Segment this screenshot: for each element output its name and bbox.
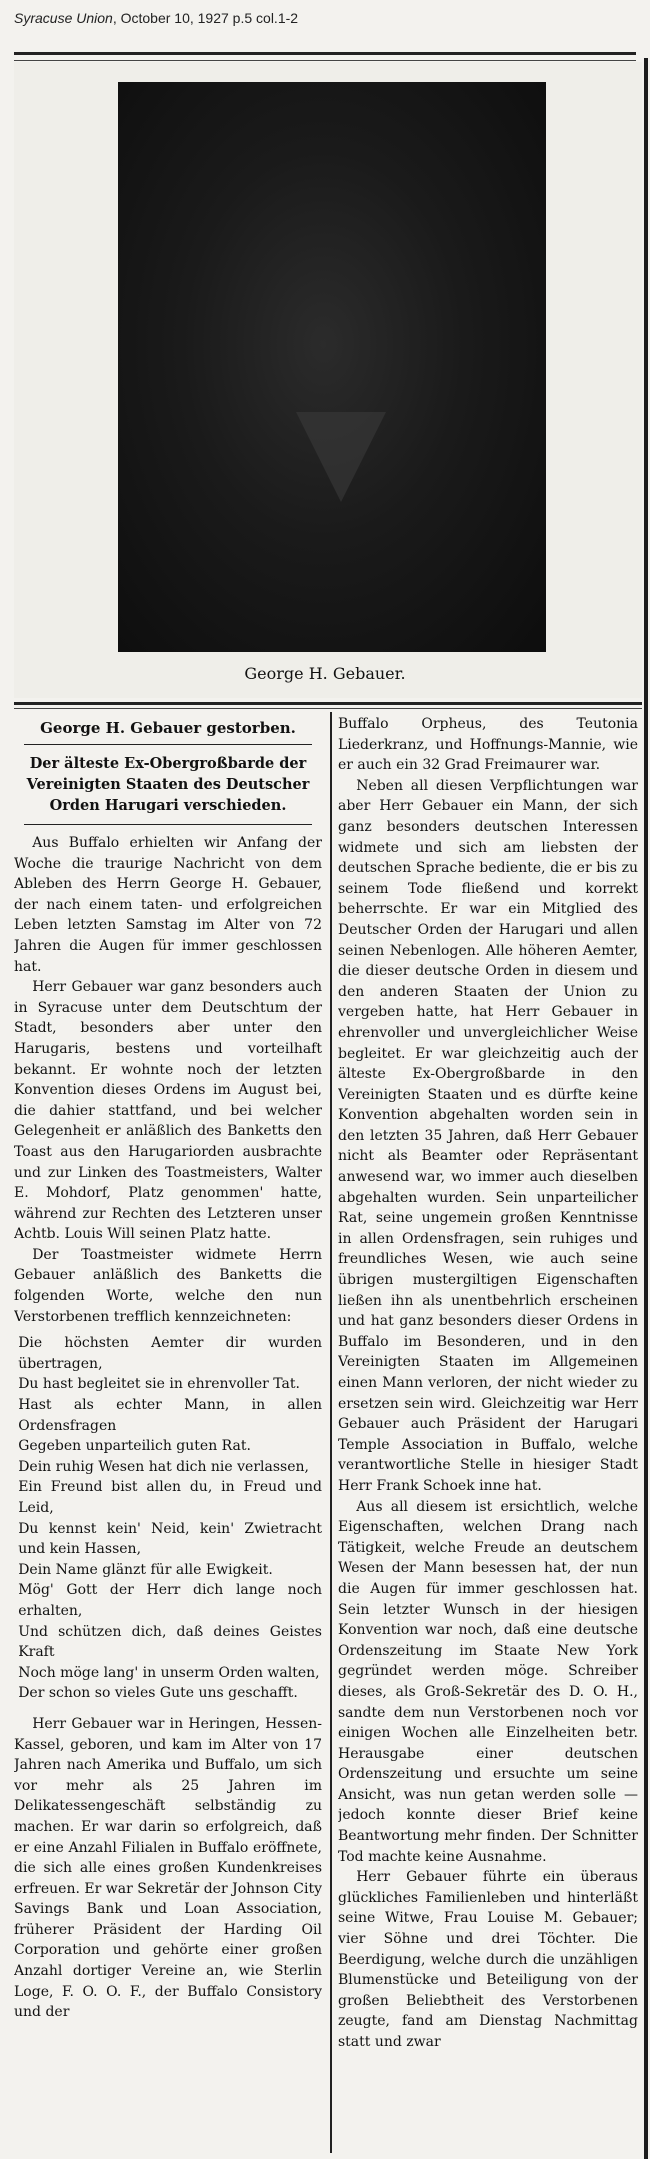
headline-separator	[24, 744, 312, 745]
poem-line: Dein ruhig Wesen hat dich nie verlassen,	[18, 1458, 309, 1475]
citation-publication: Syracuse Union	[14, 10, 113, 26]
article-paragraph: Aus all diesem ist ersichtlich, welche Eigenschaften, welchen Drang nach Tätigkeit, welche Freude an deutschem Wesen der Mann besessen hat, der nun die Augen für immer geschlossen hat. Sein letzter Wunsch in der hiesigen Konvention war noch, daß eine deutsche Ordenszeitung im Staate New York gegründet werden möge. Schreiber dieses, als Groß-Sekretär des D. O. H., sandte dem nun Verstorbenen noch vor einigen Wochen alle Einzelheiten betr. Herausgabe einer deutschen Ordenszeitung und ersuchte um seine Ansicht, was nun getan werden solle — jedoch konnte dieser Brief keine Beantwortung mehr finden. Der Schnitter Tod machte keine Ausnahme.	[338, 1498, 638, 1865]
toast-poem	[14, 1333, 322, 1704]
poem-line: Dein Name glänzt für alle Ewigkeit.	[18, 1561, 273, 1578]
article-paragraph: Der Toastmeister widmete Herrn Gebauer anläßlich des Banketts die folgenden Worte, welche den nun Verstorbenen trefflich kennzeichneten:	[14, 1246, 322, 1325]
poem-line: Du kennst kein' Neid, kein' Zwietracht und kein Hassen,	[18, 1520, 322, 1558]
poem-line: Und schützen dich, daß deines Geistes Kraft	[18, 1623, 322, 1661]
article-paragraph: Herr Gebauer war in Heringen, Hessen-Kassel, geboren, und kam im Alter von 17 Jahren nach Amerika und Buffalo, um sich vor mehr als 25 Jahren im Delikatessengeschäft selbständig zu machen. Er war darin so erfolgreich, daß er eine Anzahl Filialen in Buffalo eröffnete, die sich alle eines großen Kundenkreises erfreuen. Er war Sekretär der Johnson City Savings Bank und Loan Association, früherer Präsident der Harding Oil Corporation und gehörte einer großen Anzahl dortiger Vereine an, wie Sterlin Loge, F. O. O. F., der Buffalo Consistory und der	[14, 1715, 322, 2021]
portrait-photo	[118, 82, 546, 652]
article-subheadline: Der älteste Ex-Obergroßbarde der Vereinigten Staaten des Deutscher Orden Harugari verschieden.	[26, 755, 310, 814]
caption-rule-thin	[14, 708, 642, 709]
photo-caption: George H. Gebauer.	[244, 664, 406, 683]
poem-line: Mög' Gott der Herr dich lange noch erhalten,	[18, 1582, 322, 1619]
portrait-collar	[296, 412, 386, 502]
article-paragraph: Buffalo Orpheus, des Teutonia Liederkranz, und Hoffnungs-Mannie, wie er auch ein 32 Grad Freimaurer war.	[338, 716, 638, 774]
caption-rule	[14, 702, 642, 705]
article-paragraph: Herr Gebauer war ganz besonders auch in Syracuse unter dem Deutschtum der Stadt, besonders aber unter den Harugaris, bestens und vorteilhaft bekannt. Er wohnte noch der letzten Konvention dieses Ordens im August bei, die dahier stattfand, und bei welcher Gelegenheit er anläßlich des Banketts den Toast aus den Harugariorden ausbrachte und zur Linken des Toastmeisters, Walter E. Mohdorf, Platz genommen' hatte, während zur Rechten des Letzteren unser Achtb. Louis Will seinen Platz hatte.	[14, 979, 322, 1243]
article-column-right	[338, 714, 638, 2053]
page-edge-border	[644, 58, 648, 2159]
article-paragraph: Neben all diesen Verpflichtungen war aber Herr Gebauer ein Mann, der sich ganz besonders deutschen Interessen widmete und sich am liebsten der deutschen Sprache bediente, die er bis zu seinem Tode fließend und korrekt beherrschte. Er war ein Mitglied des Deutscher Orden der Harugari und allen seinen Nebenlogen. Alle höheren Aemter, die dieser deutsche Orden in diesem und den anderen Staaten der Union zu vergeben hatte, hat Herr Gebauer in ehrenvoller und unvergleichlicher Weise begleitet. Er war gleichzeitig auch der älteste Ex-Obergroßbarde in den Vereinigten Staaten und es dürfte keine Konvention abgehalten worden sein in den letzten 35 Jahren, daß Herr Gebauer nicht als Beamter oder Repräsentant anwesend war, wo immer auch dieselben abgehalten wurden. Sein unparteilicher Rat, seine ungemein großen Kenntnisse in allen Ordensfragen, sein ruhiges und freundliches Wesen, wie auch seine übrigen mustergiltigen Eigenschaften ließen ihn als unentbehrlich erscheinen und hat ganz besonders dieser Ordens in Buffalo im Besonderen, und in den Vereinigten Staaten im Allgemeinen einen Mann verloren, der nicht wieder zu ersetzen sein wird. Gleichzeitig war Herr Gebauer auch Präsident der Harugari Temple Association in Buffalo, welche verantwortliche Stelle in hiesiger Stadt Herr Frank Schoek inne hat.	[338, 777, 638, 1494]
top-rule	[14, 52, 636, 55]
poem-line: Du hast begleitet sie in ehrenvoller Tat.	[18, 1376, 300, 1393]
citation-details: , October 10, 1927 p.5 col.1-2	[112, 10, 299, 26]
poem-line: Die höchsten Aemter dir wurden übertragen,	[18, 1335, 322, 1372]
poem-line: Der schon so vieles Gute uns geschafft.	[18, 1685, 298, 1702]
article-paragraph: Herr Gebauer führte ein überaus glückliches Familienleben und hinterläßt seine Witwe, Frau Louise M. Gebauer; vier Söhne und drei Töchter. Die Beerdigung, welche durch die unzähligen Blumenstücke und Beteiligung von der großen Beliebtheit des Verstorbenen zeugte, fand am Dienstag Nachmittag statt und zwar	[338, 1869, 638, 2050]
subheadline-separator	[24, 824, 312, 825]
article-headline: George H. Gebauer gestorben.	[40, 719, 296, 737]
poem-line: Gegeben unparteilich guten Rat.	[18, 1438, 251, 1455]
top-rule-thin	[14, 60, 636, 61]
poem-line: Hast als echter Mann, in allen Ordensfragen	[18, 1397, 322, 1434]
article-column-left	[14, 714, 322, 2023]
article-paragraph: Aus Buffalo erhielten wir Anfang der Woche die traurige Nachricht von dem Ableben des Herrn George H. Gebauer, der nach einem taten- und erfolgreichen Leben letzten Samstag im Alter von 72 Jahren die Augen für immer geschlossen hat.	[14, 835, 322, 975]
column-divider	[330, 712, 332, 2153]
poem-line: Ein Freund bist allen du, in Freud und Leid,	[18, 1479, 322, 1516]
source-citation	[14, 10, 298, 26]
poem-line: Noch möge lang' in unserm Orden walten,	[18, 1664, 320, 1681]
